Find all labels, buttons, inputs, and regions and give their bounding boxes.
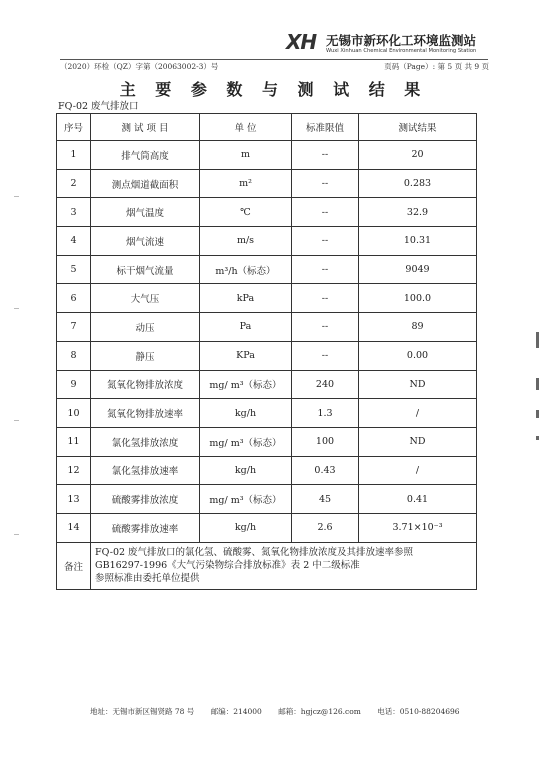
row-item: 氯化氢排放浓度 bbox=[91, 427, 200, 456]
row-no: 12 bbox=[57, 456, 91, 485]
row-limit: -- bbox=[292, 198, 359, 227]
note-row bbox=[57, 542, 477, 589]
note-line: FQ-02 废气排放口的氯化氢、硫酸雾、氮氧化物排放浓度及其排放速率参照 bbox=[95, 547, 414, 559]
row-no: 5 bbox=[57, 255, 91, 284]
row-item: 氮氧化物排放速率 bbox=[91, 399, 200, 428]
note-line: 参照标准由委托单位提供 bbox=[95, 573, 200, 585]
row-item: 静压 bbox=[91, 341, 200, 370]
row-item: 烟气流速 bbox=[91, 227, 200, 256]
edge-mark bbox=[536, 378, 539, 390]
row-unit: mg/ m³（标态） bbox=[200, 427, 292, 456]
edge-mark bbox=[536, 410, 539, 418]
footer-email: 邮箱：hgjcz@126.com bbox=[278, 707, 361, 716]
row-result: 32.9 bbox=[359, 198, 477, 227]
row-unit: mg/ m³（标态） bbox=[200, 485, 292, 514]
margin-mark bbox=[14, 420, 19, 421]
table-row bbox=[57, 370, 477, 399]
header-no: 序号 bbox=[57, 114, 91, 141]
header-unit: 单 位 bbox=[200, 114, 292, 141]
row-limit: -- bbox=[292, 227, 359, 256]
header-rule bbox=[60, 59, 488, 60]
edge-mark bbox=[536, 436, 539, 440]
row-unit: mg/ m³（标态） bbox=[200, 370, 292, 399]
report-number: （2020）环检（QZ）字第（20063002-3）号 bbox=[60, 62, 219, 71]
row-no: 2 bbox=[57, 169, 91, 198]
footer bbox=[90, 706, 474, 717]
row-unit: kPa bbox=[200, 284, 292, 313]
row-unit: kg/h bbox=[200, 513, 292, 542]
row-limit: -- bbox=[292, 284, 359, 313]
margin-mark bbox=[14, 534, 19, 535]
row-item: 氮氧化物排放浓度 bbox=[91, 370, 200, 399]
row-no: 10 bbox=[57, 399, 91, 428]
note-line: GB16297-1996《大气污染物综合排放标准》表 2 中二级标准 bbox=[95, 560, 360, 572]
table-row bbox=[57, 169, 477, 198]
page-info: 页码（Page）: 第 5 页 共 9 页 bbox=[384, 62, 489, 71]
row-result: 10.31 bbox=[359, 227, 477, 256]
row-no: 3 bbox=[57, 198, 91, 227]
row-result: 9049 bbox=[359, 255, 477, 284]
outlet-label: FQ-02 废气排放口 bbox=[58, 101, 139, 112]
table-row bbox=[57, 255, 477, 284]
note-label: 备注 bbox=[57, 542, 91, 589]
row-item: 动压 bbox=[91, 313, 200, 342]
row-result: 100.0 bbox=[359, 284, 477, 313]
row-no: 8 bbox=[57, 341, 91, 370]
table-row bbox=[57, 427, 477, 456]
row-no: 9 bbox=[57, 370, 91, 399]
header-result: 测试结果 bbox=[359, 114, 477, 141]
row-result: 0.283 bbox=[359, 169, 477, 198]
footer-address: 地址：无锡市新区锡贤路 78 号 bbox=[90, 707, 195, 716]
header-item: 测 试 项 目 bbox=[91, 114, 200, 141]
header-limit: 标准限值 bbox=[292, 114, 359, 141]
row-unit: KPa bbox=[200, 341, 292, 370]
footer-phone: 电话：0510-88204696 bbox=[377, 707, 460, 716]
table-row bbox=[57, 456, 477, 485]
row-no: 11 bbox=[57, 427, 91, 456]
row-result: ND bbox=[359, 370, 477, 399]
row-limit: -- bbox=[292, 341, 359, 370]
row-result: 20 bbox=[359, 141, 477, 170]
edge-mark bbox=[536, 332, 539, 348]
row-no: 4 bbox=[57, 227, 91, 256]
row-result: 89 bbox=[359, 313, 477, 342]
organization-name: 无锡市新环化工环境监测站 bbox=[326, 33, 477, 48]
row-item: 大气压 bbox=[91, 284, 200, 313]
row-no: 6 bbox=[57, 284, 91, 313]
row-limit: -- bbox=[292, 255, 359, 284]
row-result: 0.41 bbox=[359, 485, 477, 514]
table-row bbox=[57, 227, 477, 256]
row-unit: ℃ bbox=[200, 198, 292, 227]
row-unit: m³/h（标态） bbox=[200, 255, 292, 284]
row-limit: -- bbox=[292, 313, 359, 342]
row-result: 0.00 bbox=[359, 341, 477, 370]
row-limit: 240 bbox=[292, 370, 359, 399]
table-row bbox=[57, 313, 477, 342]
note-body bbox=[91, 542, 477, 589]
row-result: / bbox=[359, 399, 477, 428]
table-row bbox=[57, 485, 477, 514]
logo-mark: XH bbox=[286, 30, 317, 54]
row-item: 烟气温度 bbox=[91, 198, 200, 227]
table-row bbox=[57, 513, 477, 542]
row-limit: 0.43 bbox=[292, 456, 359, 485]
row-limit: 1.3 bbox=[292, 399, 359, 428]
margin-mark bbox=[14, 308, 19, 309]
table-row bbox=[57, 341, 477, 370]
row-item: 排气筒高度 bbox=[91, 141, 200, 170]
row-limit: -- bbox=[292, 141, 359, 170]
table-row bbox=[57, 284, 477, 313]
footer-postcode: 邮编：214000 bbox=[210, 707, 262, 716]
row-unit: Pa bbox=[200, 313, 292, 342]
row-limit: 100 bbox=[292, 427, 359, 456]
row-no: 13 bbox=[57, 485, 91, 514]
row-no: 7 bbox=[57, 313, 91, 342]
row-item: 氯化氢排放速率 bbox=[91, 456, 200, 485]
page-title: 主 要 参 数 与 测 试 结 果 bbox=[119, 80, 428, 99]
row-result: / bbox=[359, 456, 477, 485]
row-limit: 45 bbox=[292, 485, 359, 514]
table-row bbox=[57, 399, 477, 428]
row-unit: m/s bbox=[200, 227, 292, 256]
table-row bbox=[57, 198, 477, 227]
row-result: ND bbox=[359, 427, 477, 456]
organization-name-en: Wuxi Xinhuan Chemical Environmental Monitoring Station bbox=[326, 48, 477, 54]
margin-mark bbox=[14, 196, 19, 197]
row-item: 硫酸雾排放浓度 bbox=[91, 485, 200, 514]
table-row bbox=[57, 141, 477, 170]
row-item: 标干烟气流量 bbox=[91, 255, 200, 284]
row-item: 测点烟道截面积 bbox=[91, 169, 200, 198]
table-header-row bbox=[57, 114, 477, 141]
row-unit: kg/h bbox=[200, 399, 292, 428]
row-item: 硫酸雾排放速率 bbox=[91, 513, 200, 542]
row-no: 14 bbox=[57, 513, 91, 542]
row-result: 3.71×10⁻³ bbox=[359, 513, 477, 542]
row-no: 1 bbox=[57, 141, 91, 170]
results-table bbox=[56, 113, 477, 590]
row-limit: -- bbox=[292, 169, 359, 198]
row-unit: m bbox=[200, 141, 292, 170]
row-limit: 2.6 bbox=[292, 513, 359, 542]
row-unit: m² bbox=[200, 169, 292, 198]
row-unit: kg/h bbox=[200, 456, 292, 485]
